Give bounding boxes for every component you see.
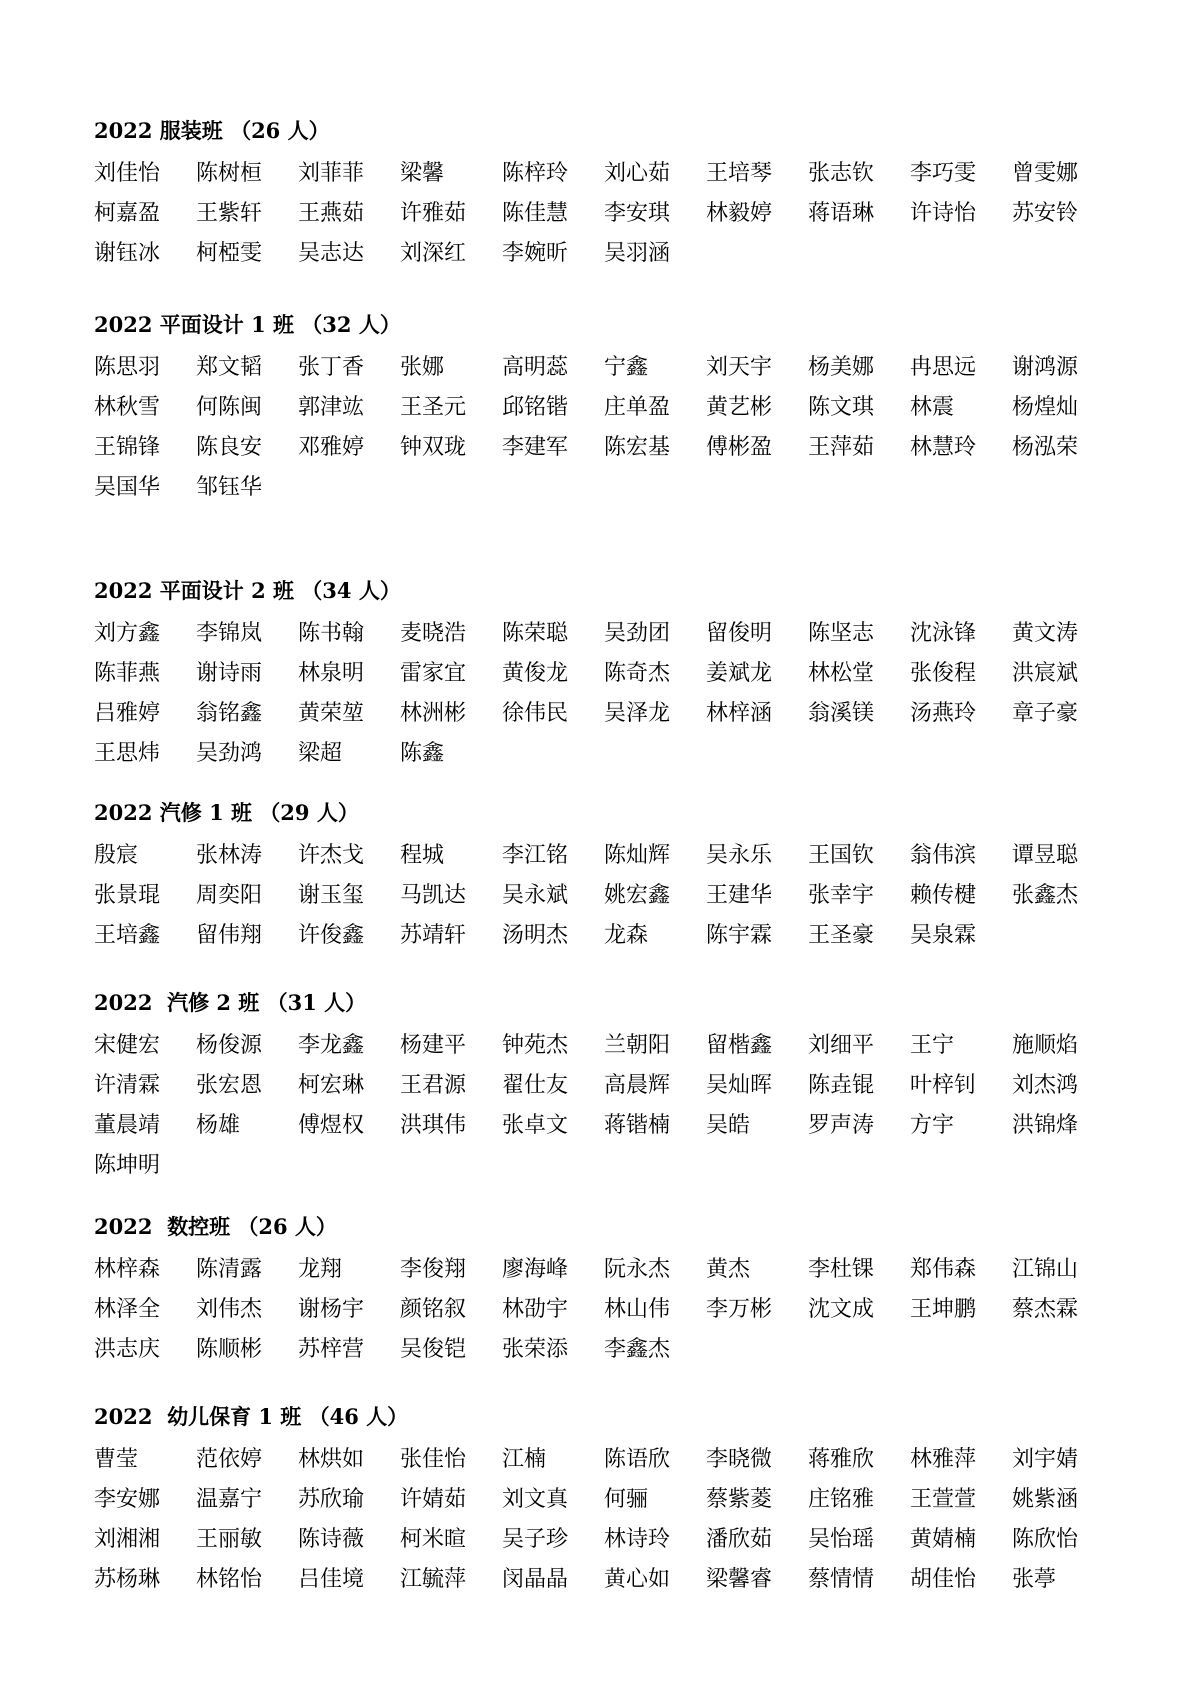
student-name: 李俊翔 xyxy=(400,1257,467,1282)
student-name: 徐伟民 xyxy=(502,701,569,726)
student-name: 林泽全 xyxy=(94,1297,161,1322)
student-name: 李安琪 xyxy=(604,201,671,226)
student-name: 王紫轩 xyxy=(196,201,263,226)
student-name: 曹莹 xyxy=(94,1447,139,1472)
student-name: 吴劲鸿 xyxy=(196,741,263,766)
student-name: 蔡杰霖 xyxy=(1012,1297,1079,1322)
student-name: 张俊程 xyxy=(910,661,977,686)
student-name: 翁伟滨 xyxy=(910,843,977,868)
student-name: 庄单盈 xyxy=(604,395,671,420)
student-name: 廖海峰 xyxy=(502,1257,569,1282)
student-name: 林铭怡 xyxy=(196,1567,263,1592)
student-name: 张娜 xyxy=(400,355,445,380)
name-list xyxy=(94,1026,1114,1186)
student-name: 张宏恩 xyxy=(196,1073,263,1098)
student-name: 吴永斌 xyxy=(502,883,569,908)
student-name: 洪锦烽 xyxy=(1012,1113,1079,1138)
student-name: 张景琨 xyxy=(94,883,161,908)
student-name: 谢鸿源 xyxy=(1012,355,1079,380)
student-name: 高晨辉 xyxy=(604,1073,671,1098)
student-name: 王坤鹏 xyxy=(910,1297,977,1322)
student-name: 黄婧楠 xyxy=(910,1527,977,1552)
student-name: 刘伟杰 xyxy=(196,1297,263,1322)
student-name: 洪志庆 xyxy=(94,1337,161,1362)
student-name: 龙翔 xyxy=(298,1257,343,1282)
student-name: 蔡紫菱 xyxy=(706,1487,773,1512)
student-name: 王锦锋 xyxy=(94,435,161,460)
student-name: 麦晓浩 xyxy=(400,621,467,646)
student-name: 江毓萍 xyxy=(400,1567,467,1592)
student-name: 刘湘湘 xyxy=(94,1527,161,1552)
student-name: 李建军 xyxy=(502,435,569,460)
student-name: 张佳怡 xyxy=(400,1447,467,1472)
student-name: 郑伟森 xyxy=(910,1257,977,1282)
student-name: 殷宸 xyxy=(94,843,139,868)
student-name: 钟双珑 xyxy=(400,435,467,460)
student-name: 谢钰冰 xyxy=(94,241,161,266)
student-name: 王培琴 xyxy=(706,161,773,186)
student-name: 吴灿晖 xyxy=(706,1073,773,1098)
student-name: 吕佳境 xyxy=(298,1567,365,1592)
student-name: 杨建平 xyxy=(400,1033,467,1058)
student-name: 陈灿辉 xyxy=(604,843,671,868)
student-name: 刘深红 xyxy=(400,241,467,266)
student-name: 黄文涛 xyxy=(1012,621,1079,646)
student-name: 姚宏鑫 xyxy=(604,883,671,908)
student-name: 阮永杰 xyxy=(604,1257,671,1282)
student-name: 林洲彬 xyxy=(400,701,467,726)
student-name: 施顺焰 xyxy=(1012,1033,1079,1058)
student-name: 林秋雪 xyxy=(94,395,161,420)
student-name: 邱铭锴 xyxy=(502,395,569,420)
student-name: 陈良安 xyxy=(196,435,263,460)
student-name: 张卓文 xyxy=(502,1113,569,1138)
student-name: 高明蕊 xyxy=(502,355,569,380)
student-name: 留伟翔 xyxy=(196,923,263,948)
student-name: 黄艺彬 xyxy=(706,395,773,420)
student-name: 姚紫涵 xyxy=(1012,1487,1079,1512)
student-name: 黄心如 xyxy=(604,1567,671,1592)
student-name: 林劭宇 xyxy=(502,1297,569,1322)
student-name: 胡佳怡 xyxy=(910,1567,977,1592)
student-name: 周奕阳 xyxy=(196,883,263,908)
student-name: 刘心茹 xyxy=(604,161,671,186)
student-name: 潘欣茹 xyxy=(706,1527,773,1552)
student-name: 洪琪伟 xyxy=(400,1113,467,1138)
student-name: 郭津竑 xyxy=(298,395,365,420)
student-name: 吴泽龙 xyxy=(604,701,671,726)
student-name: 张鑫杰 xyxy=(1012,883,1079,908)
student-name: 张志钦 xyxy=(808,161,875,186)
student-name: 董晨靖 xyxy=(94,1113,161,1138)
student-name: 梁超 xyxy=(298,741,343,766)
student-name: 陈顺彬 xyxy=(196,1337,263,1362)
class-section-cnc xyxy=(94,1214,1114,1370)
student-name: 蔡情情 xyxy=(808,1567,875,1592)
student-name: 陈书翰 xyxy=(298,621,365,646)
student-name: 陈荣聪 xyxy=(502,621,569,646)
student-name: 李婉昕 xyxy=(502,241,569,266)
student-name: 林松堂 xyxy=(808,661,875,686)
student-name: 陈树桓 xyxy=(196,161,263,186)
student-name: 李万彬 xyxy=(706,1297,773,1322)
section-heading: 2022 平面设计 2 班 （34 人） xyxy=(94,578,401,603)
student-name: 罗声涛 xyxy=(808,1113,875,1138)
student-name: 王萱萱 xyxy=(910,1487,977,1512)
student-name: 吴怡瑶 xyxy=(808,1527,875,1552)
student-name: 宋健宏 xyxy=(94,1033,161,1058)
student-name: 汤明杰 xyxy=(502,923,569,948)
student-name: 苏安铃 xyxy=(1012,201,1079,226)
student-name: 陈欣怡 xyxy=(1012,1527,1079,1552)
student-name: 张荣添 xyxy=(502,1337,569,1362)
student-name: 杨美娜 xyxy=(808,355,875,380)
student-name: 冉思远 xyxy=(910,355,977,380)
student-name: 刘佳怡 xyxy=(94,161,161,186)
student-name: 江楠 xyxy=(502,1447,547,1472)
student-name: 苏梓营 xyxy=(298,1337,365,1362)
student-name: 梁馨 xyxy=(400,161,445,186)
student-name: 王宁 xyxy=(910,1033,955,1058)
name-list xyxy=(94,1250,1114,1370)
section-heading: 2022 数控班 （26 人） xyxy=(94,1214,337,1239)
student-name: 苏杨琳 xyxy=(94,1567,161,1592)
student-name: 谢玉玺 xyxy=(298,883,365,908)
student-name: 沈泳锋 xyxy=(910,621,977,646)
student-name: 翁铭鑫 xyxy=(196,701,263,726)
student-name: 吴永乐 xyxy=(706,843,773,868)
student-name: 林山伟 xyxy=(604,1297,671,1322)
student-name: 蒋语琳 xyxy=(808,201,875,226)
student-name: 吴志达 xyxy=(298,241,365,266)
student-name: 林慧玲 xyxy=(910,435,977,460)
class-section-graphic-design-1 xyxy=(94,312,1114,508)
student-name: 汤燕玲 xyxy=(910,701,977,726)
student-name: 龙森 xyxy=(604,923,649,948)
name-list xyxy=(94,154,1114,274)
student-name: 杨煌灿 xyxy=(1012,395,1079,420)
student-name: 姜斌龙 xyxy=(706,661,773,686)
student-name: 洪宸斌 xyxy=(1012,661,1079,686)
student-name: 吴俊铠 xyxy=(400,1337,467,1362)
student-name: 谢诗雨 xyxy=(196,661,263,686)
student-name: 苏欣瑜 xyxy=(298,1487,365,1512)
student-name: 曾雯娜 xyxy=(1012,161,1079,186)
student-name: 王圣豪 xyxy=(808,923,875,948)
student-name: 留楷鑫 xyxy=(706,1033,773,1058)
student-name: 王国钦 xyxy=(808,843,875,868)
student-name: 雷家宜 xyxy=(400,661,467,686)
student-name: 程城 xyxy=(400,843,445,868)
student-name: 陈宇霖 xyxy=(706,923,773,948)
student-name: 吴皓 xyxy=(706,1113,751,1138)
student-name: 叶梓钊 xyxy=(910,1073,977,1098)
student-name: 林梓森 xyxy=(94,1257,161,1282)
student-name: 庄铭雅 xyxy=(808,1487,875,1512)
student-name: 蒋雅欣 xyxy=(808,1447,875,1472)
student-name: 马凯达 xyxy=(400,883,467,908)
student-name: 柯宏琳 xyxy=(298,1073,365,1098)
student-name: 吕雅婷 xyxy=(94,701,161,726)
student-name: 温嘉宁 xyxy=(196,1487,263,1512)
student-name: 吴劲团 xyxy=(604,621,671,646)
student-name: 张丁香 xyxy=(298,355,365,380)
student-name: 吴羽涵 xyxy=(604,241,671,266)
student-name: 柯椏雯 xyxy=(196,241,263,266)
student-name: 何陈闽 xyxy=(196,395,263,420)
student-name: 谭昱聪 xyxy=(1012,843,1079,868)
student-name: 陈垚锟 xyxy=(808,1073,875,1098)
student-name: 王建华 xyxy=(706,883,773,908)
student-name: 王丽敏 xyxy=(196,1527,263,1552)
student-name: 刘细平 xyxy=(808,1033,875,1058)
student-name: 李龙鑫 xyxy=(298,1033,365,1058)
student-name: 吴国华 xyxy=(94,475,161,500)
student-name: 林诗玲 xyxy=(604,1527,671,1552)
student-name: 李安娜 xyxy=(94,1487,161,1512)
student-name: 杨雄 xyxy=(196,1113,241,1138)
student-name: 陈菲燕 xyxy=(94,661,161,686)
student-name: 王君源 xyxy=(400,1073,467,1098)
student-name: 李巧雯 xyxy=(910,161,977,186)
student-name: 李晓微 xyxy=(706,1447,773,1472)
student-name: 李杜锞 xyxy=(808,1257,875,1282)
student-name: 张葶 xyxy=(1012,1567,1057,1592)
student-name: 刘方鑫 xyxy=(94,621,161,646)
section-heading: 2022 汽修 1 班 （29 人） xyxy=(94,800,359,825)
section-heading: 2022 汽修 2 班 （31 人） xyxy=(94,990,367,1015)
student-name: 范依婷 xyxy=(196,1447,263,1472)
name-list xyxy=(94,348,1114,508)
student-name: 柯米暄 xyxy=(400,1527,467,1552)
student-name: 陈奇杰 xyxy=(604,661,671,686)
class-section-auto-repair-1 xyxy=(94,800,1114,956)
student-name: 许诗怡 xyxy=(910,201,977,226)
student-name: 许杰戈 xyxy=(298,843,365,868)
student-name: 王燕茹 xyxy=(298,201,365,226)
section-heading: 2022 服装班 （26 人） xyxy=(94,118,330,143)
student-name: 傅煜权 xyxy=(298,1113,365,1138)
student-name: 陈语欣 xyxy=(604,1447,671,1472)
class-section-fashion xyxy=(94,118,1114,274)
student-name: 陈清露 xyxy=(196,1257,263,1282)
student-name: 李锦岚 xyxy=(196,621,263,646)
class-section-childcare-1 xyxy=(94,1404,1114,1600)
student-name: 黄荣堃 xyxy=(298,701,365,726)
student-name: 黄俊龙 xyxy=(502,661,569,686)
student-name: 陈宏基 xyxy=(604,435,671,460)
student-name: 陈鑫 xyxy=(400,741,445,766)
student-name: 章子豪 xyxy=(1012,701,1079,726)
student-name: 陈坚志 xyxy=(808,621,875,646)
student-name: 沈文成 xyxy=(808,1297,875,1322)
student-name: 邹钰华 xyxy=(196,475,263,500)
student-name: 杨俊源 xyxy=(196,1033,263,1058)
student-name: 闵晶晶 xyxy=(502,1567,569,1592)
student-name: 王圣元 xyxy=(400,395,467,420)
student-name: 邓雅婷 xyxy=(298,435,365,460)
name-list xyxy=(94,614,1114,774)
student-name: 林烘如 xyxy=(298,1447,365,1472)
student-name: 江锦山 xyxy=(1012,1257,1079,1282)
name-list xyxy=(94,836,1114,956)
student-name: 许婧茹 xyxy=(400,1487,467,1512)
student-name: 蒋锴楠 xyxy=(604,1113,671,1138)
student-name: 陈梓玲 xyxy=(502,161,569,186)
student-name: 张幸宇 xyxy=(808,883,875,908)
student-name: 梁馨睿 xyxy=(706,1567,773,1592)
student-name: 钟苑杰 xyxy=(502,1033,569,1058)
student-name: 刘菲菲 xyxy=(298,161,365,186)
student-name: 陈思羽 xyxy=(94,355,161,380)
student-name: 李鑫杰 xyxy=(604,1337,671,1362)
student-name: 王培鑫 xyxy=(94,923,161,948)
student-name: 宁鑫 xyxy=(604,355,649,380)
student-name: 刘宇婧 xyxy=(1012,1447,1079,1472)
student-name: 傅彬盈 xyxy=(706,435,773,460)
student-name: 林梓涵 xyxy=(706,701,773,726)
section-heading: 2022 平面设计 1 班 （32 人） xyxy=(94,312,401,337)
student-name: 刘杰鸿 xyxy=(1012,1073,1079,1098)
student-name: 杨泓荣 xyxy=(1012,435,1079,460)
student-name: 陈坤明 xyxy=(94,1153,161,1178)
student-name: 留俊明 xyxy=(706,621,773,646)
class-section-graphic-design-2 xyxy=(94,578,1114,774)
student-name: 陈文琪 xyxy=(808,395,875,420)
student-name: 李江铭 xyxy=(502,843,569,868)
student-name: 方宇 xyxy=(910,1113,955,1138)
student-name: 郑文韬 xyxy=(196,355,263,380)
student-name: 刘文真 xyxy=(502,1487,569,1512)
student-name: 兰朝阳 xyxy=(604,1033,671,1058)
student-name: 何骊 xyxy=(604,1487,649,1512)
student-name: 林毅婷 xyxy=(706,201,773,226)
student-name: 许清霖 xyxy=(94,1073,161,1098)
student-name: 翁溪镁 xyxy=(808,701,875,726)
student-name: 赖传楗 xyxy=(910,883,977,908)
student-name: 王萍茹 xyxy=(808,435,875,460)
student-name: 颜铭叙 xyxy=(400,1297,467,1322)
student-name: 许雅茹 xyxy=(400,201,467,226)
section-heading: 2022 幼儿保育 1 班 （46 人） xyxy=(94,1404,409,1429)
student-name: 林震 xyxy=(910,395,955,420)
student-name: 谢杨宇 xyxy=(298,1297,365,1322)
student-name: 王思炜 xyxy=(94,741,161,766)
student-name: 刘天宇 xyxy=(706,355,773,380)
student-name: 林雅萍 xyxy=(910,1447,977,1472)
student-name: 翟仕友 xyxy=(502,1073,569,1098)
student-name: 陈诗薇 xyxy=(298,1527,365,1552)
class-section-auto-repair-2 xyxy=(94,990,1114,1186)
student-name: 黄杰 xyxy=(706,1257,751,1282)
student-name: 许俊鑫 xyxy=(298,923,365,948)
student-name: 吴泉霖 xyxy=(910,923,977,948)
student-name: 张林涛 xyxy=(196,843,263,868)
student-name: 苏靖轩 xyxy=(400,923,467,948)
student-name: 陈佳慧 xyxy=(502,201,569,226)
name-list xyxy=(94,1440,1114,1600)
student-name: 吴子珍 xyxy=(502,1527,569,1552)
student-name: 林泉明 xyxy=(298,661,365,686)
student-name: 柯嘉盈 xyxy=(94,201,161,226)
